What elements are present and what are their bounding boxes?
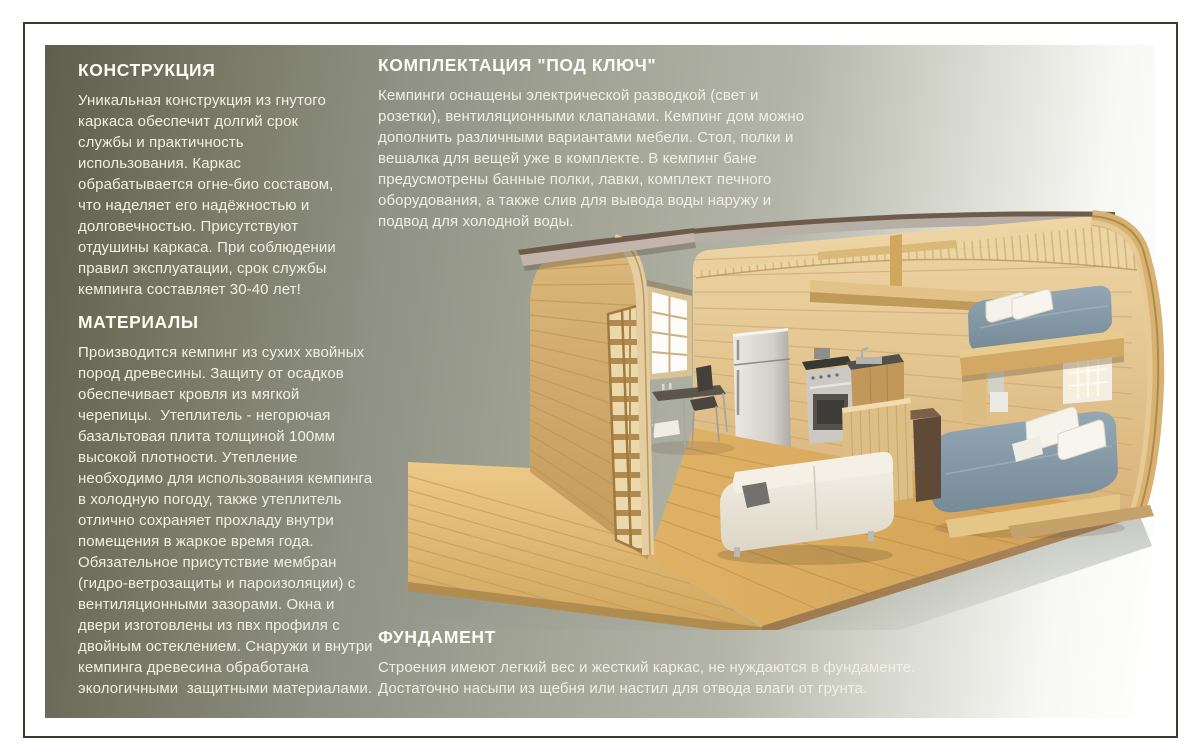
text-line: предусмотрены банные полки, лавки, комплект печного [378,171,772,188]
text-line: Уникальная конструкция из гнутого [78,92,326,109]
section-materials [78,312,378,699]
text-line: вешалка для вещей уже в комплекте. В кемпинг бане [378,150,757,167]
text-line: пород древесины. Защиту от осадков [78,365,344,382]
text-line: подвод для холодной воды. [378,213,574,230]
section-construction [78,60,368,300]
section-foundation-body [378,657,923,699]
text-line: отдушины каркаса. При соблюдении [78,239,336,256]
text-line: необходимо для использования кемпинга [78,470,373,487]
text-line: (гидро-ветрозащиты и пароизоляции) с [78,575,356,592]
dresser [913,416,941,502]
text-line: базальтовая плита толщиной 100мм [78,428,336,445]
text-line: службы и практичность [78,134,244,151]
text-line: помещения в жаркое время года. [78,533,314,550]
section-equipment [378,55,818,232]
text-line: Строения имеют легкий вес и жесткий каркас, не нуждаются в фундаменте. [378,659,916,676]
section-foundation-title: ФУНДАМЕНТ [378,627,496,647]
text-line: экологичными защитными материалами. [78,680,373,697]
text-line: кемпинга составляет 30-40 лет! [78,281,301,298]
pot [814,348,830,359]
text-line: вентиляционными зазорами. Окна и [78,596,335,613]
fridge [733,328,791,453]
text-line: высокой плотности. Утепление [78,449,298,466]
text-line: обрабатывается огне-био составом, [78,176,334,193]
text-line: двойным остеклением. Снаружи и внутри [78,638,373,655]
section-construction-title: КОНСТРУКЦИЯ [78,60,216,80]
text-line: использования. Каркас [78,155,242,172]
text-line: оборудования, а также слив для вывода воды наружу и [378,192,772,209]
section-equipment-title: КОМПЛЕКТАЦИЯ "ПОД КЛЮЧ" [378,55,657,75]
text-line: в холодную погоду, также утеплитель [78,491,342,508]
section-foundation [378,627,923,699]
section-materials-body [78,342,378,699]
white-chair [652,420,680,438]
text-line: кемпинга древесина обработана [78,659,309,676]
section-construction-body [78,90,368,300]
text-line: двери изготовлены из пвх профиля с [78,617,340,634]
text-line: обеспечивает кровля из мягкой [78,386,300,403]
text-line: дополнить различными вариантами мебели. Стол, полки и [378,129,794,146]
section-materials-title: МАТЕРИАЛЫ [78,312,199,332]
text-line: Достаточно насыпи из щебня или настил для отвода влаги от грунта. [378,680,868,697]
text-line: долговечностью. Присутствуют [78,218,299,235]
text-line: отлично сохраняет прохладу внутри [78,512,334,529]
text-line: Производится кемпинг из сухих хвойных [78,344,365,361]
text-line: что наделяет его надёжностью и [78,197,310,214]
sink [856,357,882,364]
text-line: Обязательное присутствие мембран [78,554,337,571]
text-line: розетки), вентиляционными клапанами. Кемпинг дом можно [378,108,805,125]
text-line: правил эксплуатации, срок службы [78,260,327,277]
house-cutaway-illustration [390,210,1170,630]
text-line: Кемпинги оснащены электрической разводкой (свет и [378,87,759,104]
kitchen-window [647,280,692,380]
nightstand [990,392,1008,412]
text-line: черепицы. Утеплитель - негорючая [78,407,331,424]
text-line: каркаса обеспечит долгий срок [78,113,299,130]
